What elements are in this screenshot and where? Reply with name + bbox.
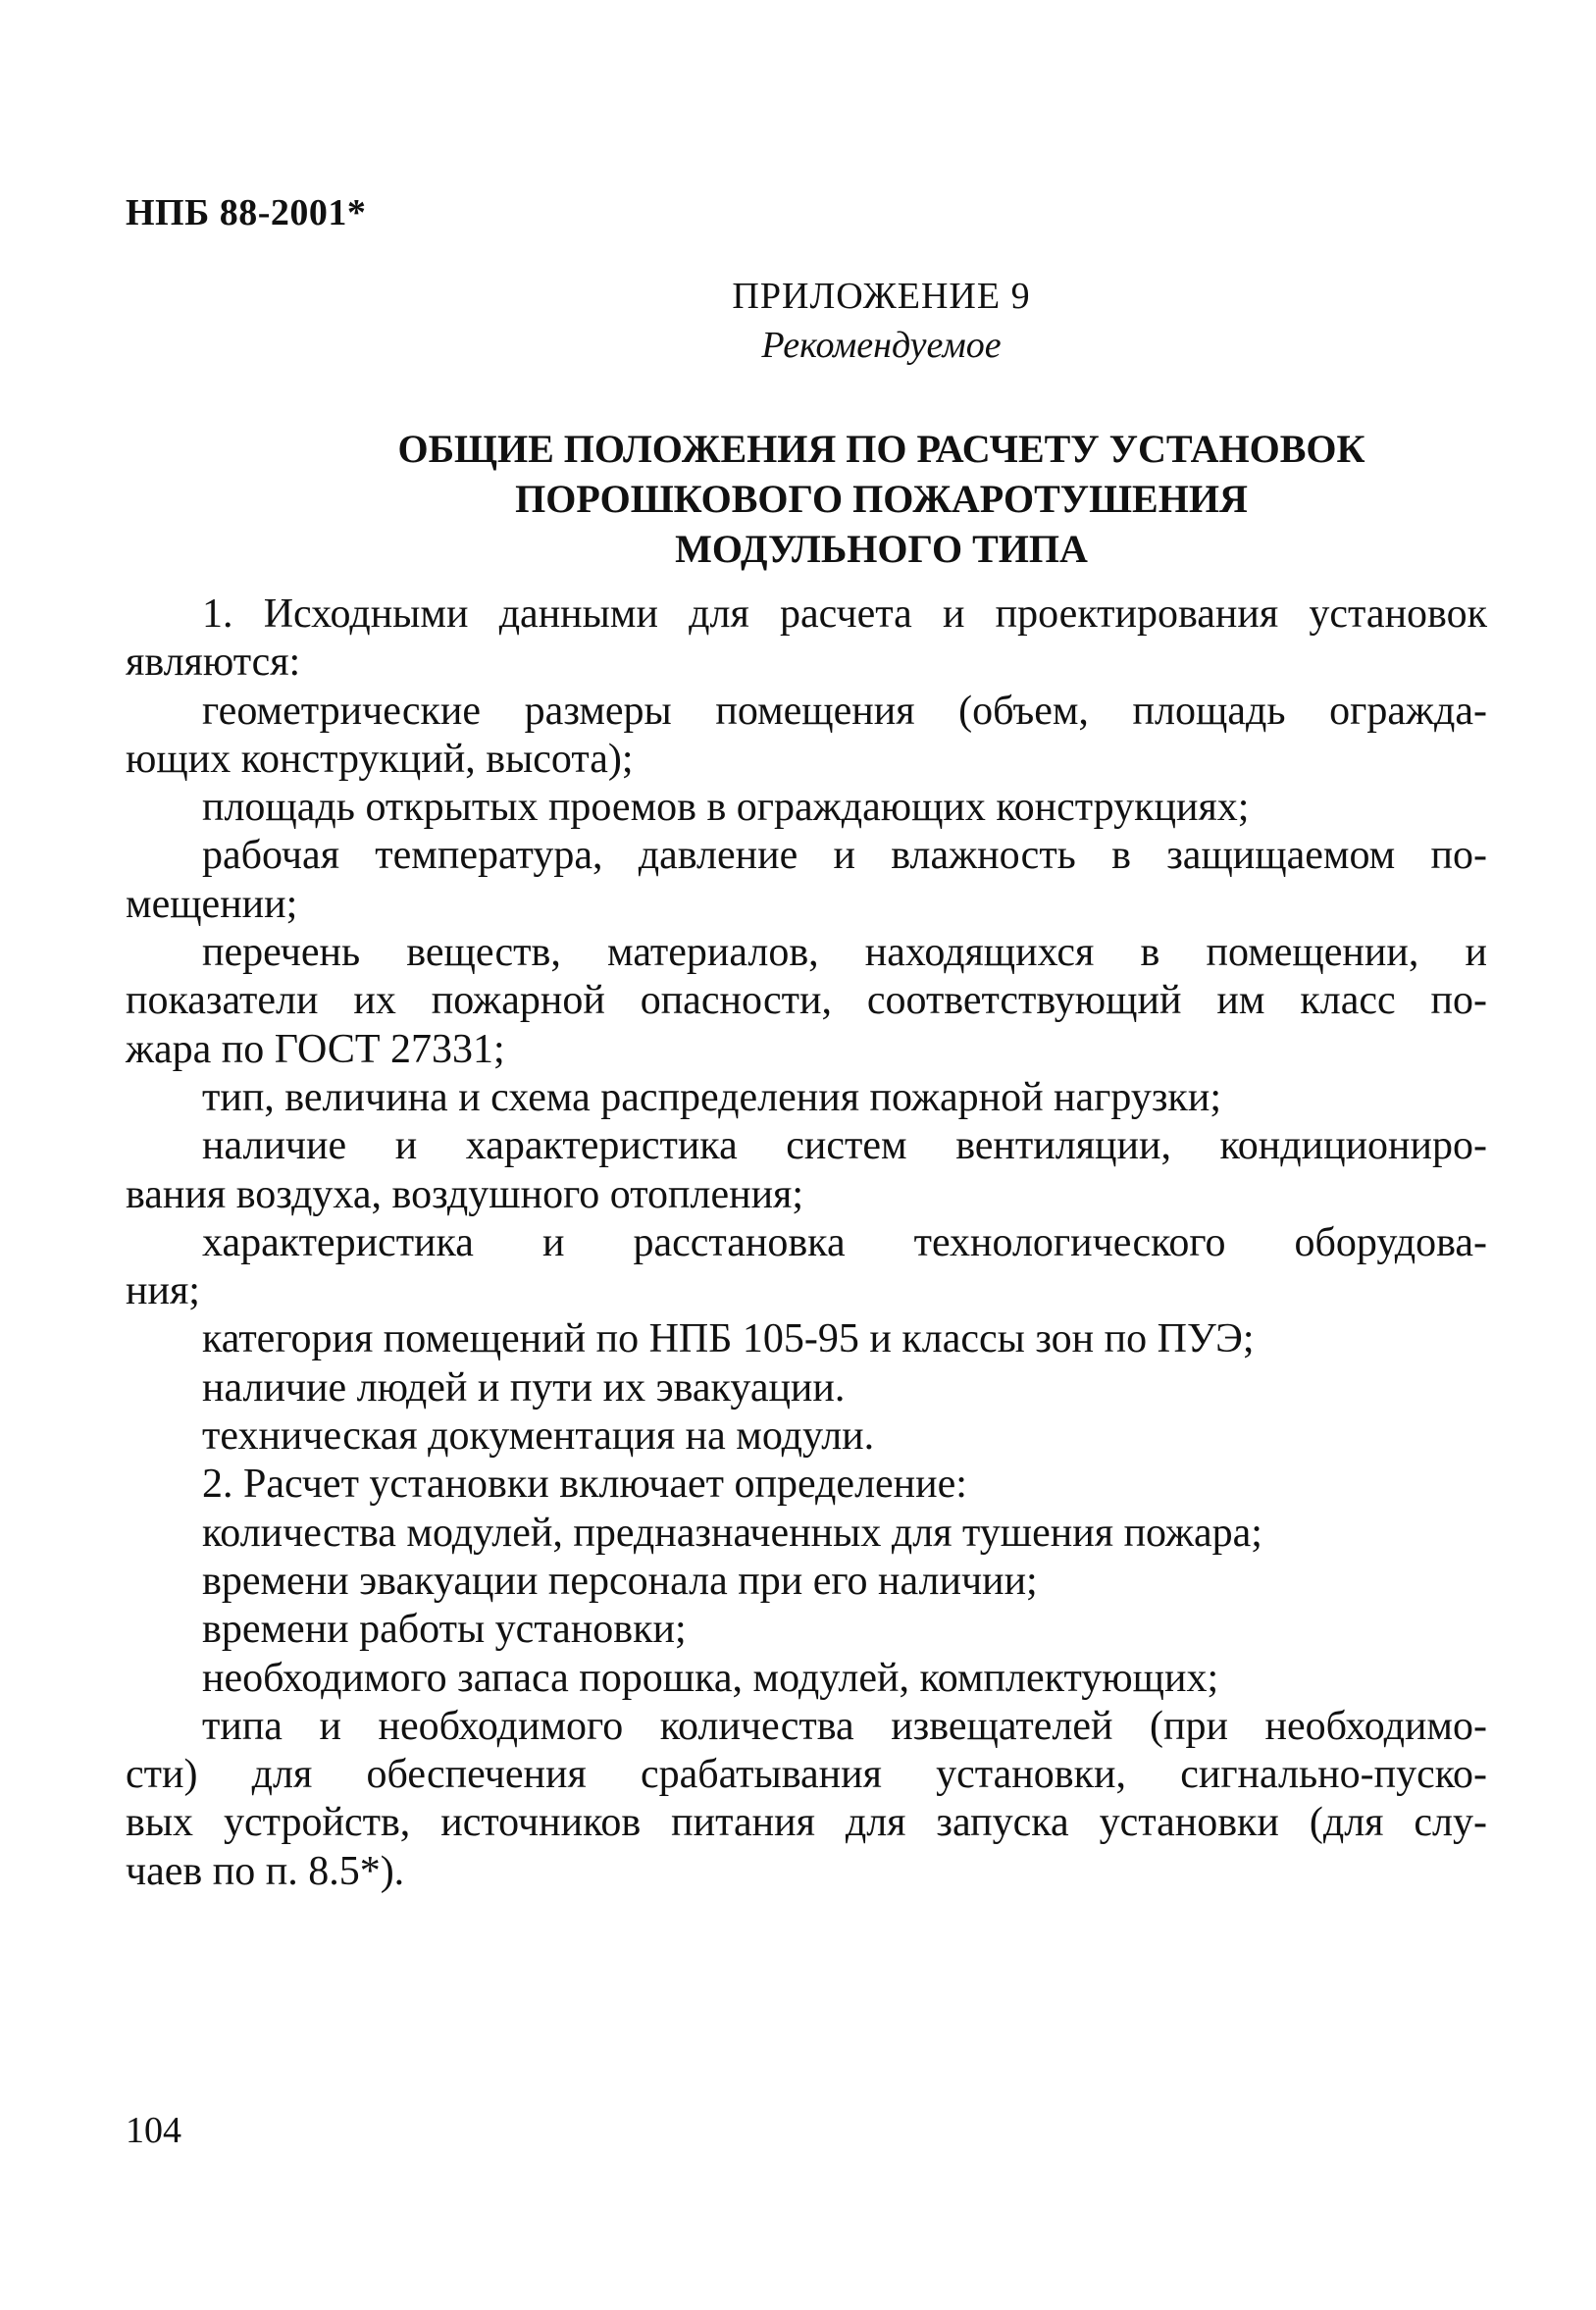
document-code: НПБ 88-2001* — [126, 192, 367, 233]
paragraph-line: площадь открытых проемов в ограждающих конструкциях; — [202, 785, 1250, 831]
paragraph-line: вых устройств, источников питания для запуска установки (для слу- — [126, 1800, 1487, 1846]
page-number: 104 — [126, 2110, 181, 2151]
paragraph-line: 2. Расчет установки включает определение: — [202, 1462, 967, 1508]
paragraph-line: сти) для обеспечения срабатывания установки, сигнально-пуско- — [126, 1752, 1487, 1798]
section-title — [0, 424, 1596, 574]
paragraph-line: наличие и характеристика систем вентиляции, кондициониро- — [202, 1123, 1487, 1169]
paragraph-line: 1. Исходными данными для расчета и проектирования установок — [202, 591, 1487, 637]
paragraph-line: характеристика и расстановка технологического оборудова- — [202, 1219, 1487, 1265]
paragraph-line: показатели их пожарной опасности, соответствующий им класс по- — [126, 978, 1487, 1024]
paragraph-line: ющих конструкций, высота); — [126, 736, 634, 782]
appendix-status: Рекомендуемое — [761, 325, 1002, 366]
paragraph-line: количества модулей, предназначенных для тушения пожара; — [202, 1510, 1262, 1556]
paragraph-line: геометрические размеры помещения (объем, площадь огражда- — [202, 688, 1487, 734]
paragraph-line: ния; — [126, 1268, 200, 1314]
paragraph-line: вания воздуха, воздушного отопления; — [126, 1171, 804, 1217]
title-line: ПОРОШКОВОГО ПОЖАРОТУШЕНИЯ — [515, 477, 1248, 521]
title-line: МОДУЛЬНОГО ТИПА — [675, 527, 1088, 571]
paragraph-line: чаев по п. 8.5*). — [126, 1848, 405, 1894]
paragraph-line: времени эвакуации персонала при его наличии; — [202, 1558, 1038, 1604]
paragraph-line: типа и необходимого количества извещателей (при необходимо- — [202, 1703, 1487, 1749]
appendix-label: ПРИЛОЖЕНИЕ 9 — [732, 276, 1031, 317]
title-line: ОБЩИЕ ПОЛОЖЕНИЯ ПО РАСЧЕТУ УСТАНОВОК — [397, 427, 1365, 471]
paragraph-line: необходимого запаса порошка, модулей, комплектующих; — [202, 1655, 1219, 1701]
paragraph-line: рабочая температура, давление и влажность в защищаемом по- — [202, 833, 1487, 879]
paragraph-line: категория помещений по НПБ 105-95 и классы зон по ПУЭ; — [202, 1316, 1255, 1362]
paragraph-line: перечень веществ, материалов, находящихся в помещении, и — [202, 930, 1487, 976]
paragraph-line: жара по ГОСТ 27331; — [126, 1026, 505, 1072]
paragraph-line: времени работы установки; — [202, 1607, 687, 1653]
paragraph-line: техническая документация на модули. — [202, 1413, 875, 1460]
paragraph-line: являются: — [126, 640, 301, 686]
body-text — [126, 590, 1487, 1896]
paragraph-line: мещении; — [126, 881, 298, 927]
paragraph-line: наличие людей и пути их эвакуации. — [202, 1364, 846, 1411]
paragraph-line: тип, величина и схема распределения пожарной нагрузки; — [202, 1074, 1221, 1120]
